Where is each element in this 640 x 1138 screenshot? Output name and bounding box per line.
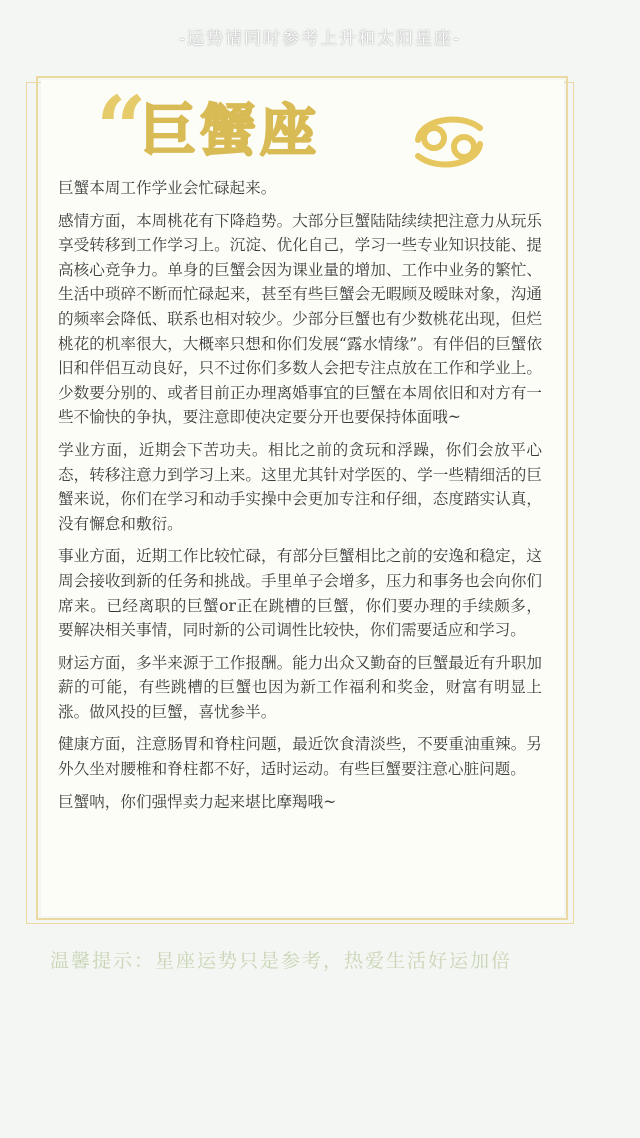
paragraph-career: 事业方面，近期工作比较忙碌，有部分巨蟹相比之前的安逸和稳定，这周会接收到新的任务和挑战。手里单子会增多，压力和事务也会向你们席来。已经离职的巨蟹or正在跳槽的巨蟹，你们要办理的手续颇多，要解决相关事情，同时新的公司调性比较快，你们需要适应和学习。	[58, 547, 542, 640]
quote-mark: “	[96, 76, 147, 180]
page-title: 巨蟹座	[140, 99, 320, 164]
top-caption: -运势请同时参考上升和太阳星座-	[179, 29, 461, 49]
paragraph-health: 健康方面，注意肠胃和脊柱问题，最近饮食清淡些，不要重油重辣。另外久坐对腰椎和脊柱都不好，适时运动。有些巨蟹要注意心脏问题。	[58, 735, 542, 779]
paragraph-closing: 巨蟹呐，你们强悍卖力起来堪比摩羯哦~	[58, 792, 337, 811]
paragraph-study: 学业方面，近期会下苦功夫。相比之前的贪玩和浮躁，你们会放平心态，转移注意力到学习上来。这里尤其针对学医的、学一些精细活的巨蟹来说，你们在学习和动手实操中会更加专注和仔细，态度踏实认真，没有懈怠和敷衍。	[58, 440, 542, 533]
bottom-tip: 温馨提示：星座运势只是参考，热爱生活好运加倍	[50, 950, 513, 972]
cancer-zodiac-icon	[410, 110, 488, 174]
article-body	[58, 176, 542, 822]
paragraph-wealth: 财运方面，多半来源于工作报酬。能力出众又勤奋的巨蟹最近有升职加薪的可能，有些跳槽的巨蟹也因为新工作福利和奖金，财富有明显上涨。做风投的巨蟹，喜忧参半。	[58, 653, 542, 721]
paragraph-intro: 巨蟹本周工作学业会忙碌起来。	[58, 179, 277, 197]
paragraph-love: 感情方面，本周桃花有下降趋势。大部分巨蟹陆陆续续把注意力从玩乐享受转移到工作学习上。沉淀、优化自己，学习一些专业知识技能、提高核心竞争力。单身的巨蟹会因为课业量的增加、工作中业务的繁忙、生活中琐碎不断而忙碌起来，甚至有些巨蟹会无暇顾及暧昧对象，沟通的频率会降低、联系也相对较少。少部分巨蟹也有少数桃花出现，但烂桃花的机率很大，大概率只想和你们发展“露水情缘”。有伴侣的巨蟹依旧和伴侣互动良好，只不过你们多数人会把专注点放在工作和学业上。少数要分别的、或者目前正办理离婚事宜的巨蟹在本周依旧和对方有一些不愉快的争执，要注意即使决定要分开也要保持体面哦~	[58, 211, 542, 427]
